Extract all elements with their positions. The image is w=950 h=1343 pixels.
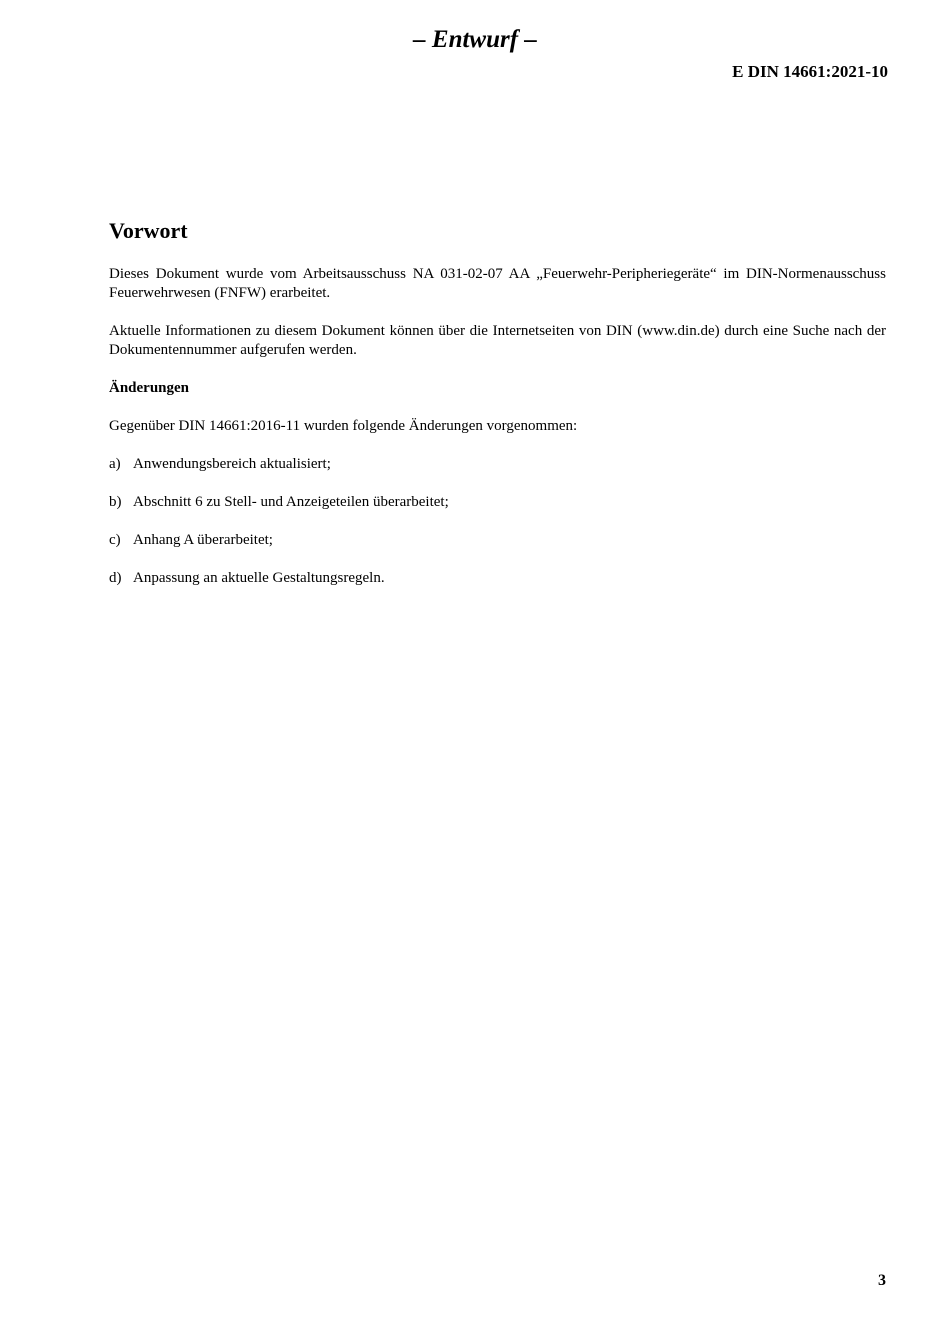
list-item-text: Anpassung an aktuelle Gestaltungsregeln. (133, 570, 385, 586)
changes-intro: Gegenüber DIN 14661:2016-11 wurden folgende Änderungen vorgenommen: (109, 418, 578, 434)
list-item-text: Anwendungsbereich aktualisiert; (133, 456, 331, 472)
list-item-text: Anhang A überarbeitet; (133, 532, 273, 548)
list-marker: c) (109, 532, 121, 548)
changes-list (109, 455, 886, 588)
paragraph-committee: Dieses Dokument wurde vom Arbeitsausschuss NA 031-02-07 AA „Feuerwehr-Peripheriegeräte“ im DIN-Normenausschuss Feuerwehrwesen (FNFW) erarbeitet. (109, 266, 886, 301)
list-item (109, 569, 886, 588)
list-item (109, 531, 886, 550)
list-item-text: Abschnitt 6 zu Stell- und Anzeigeteilen überarbeitet; (133, 494, 449, 510)
list-item (109, 455, 886, 474)
list-marker: d) (109, 570, 122, 586)
page-number: 3 (878, 1272, 886, 1289)
document-id: E DIN 14661:2021-10 (732, 62, 888, 81)
section-title: Vorwort (109, 218, 188, 243)
list-marker: b) (109, 494, 122, 510)
list-item (109, 493, 886, 512)
list-marker: a) (109, 456, 121, 472)
paragraph-information: Aktuelle Informationen zu diesem Dokument können über die Internetseiten von DIN (www.din.de) durch eine Suche nach der Dokumentennummer aufgerufen werden. (109, 323, 886, 358)
foreword-section (109, 216, 886, 607)
draft-mark: – Entwurf – (413, 26, 537, 53)
changes-heading: Änderungen (109, 380, 190, 396)
